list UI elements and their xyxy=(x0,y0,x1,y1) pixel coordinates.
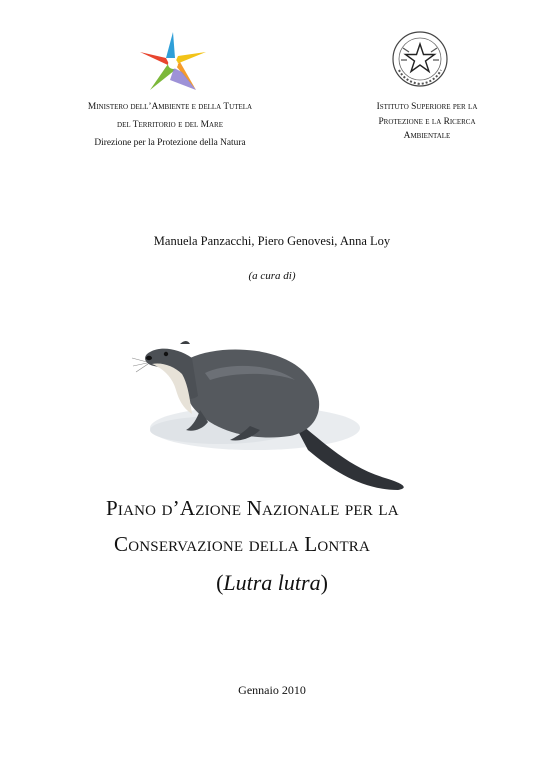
ministry-line-1: Ministero dell’Ambiente e della Tutela xyxy=(87,102,253,112)
species-close-paren: ) xyxy=(320,570,328,595)
ministry-logo-icon xyxy=(136,28,210,94)
species-open-paren: ( xyxy=(216,570,224,595)
ispra-line-2: Protezione e la Ricerca xyxy=(378,116,476,127)
species-latin-name: Lutra lutra xyxy=(223,570,321,595)
publication-date: Gennaio 2010 xyxy=(238,683,306,697)
ministry-name xyxy=(40,98,300,152)
ispra-line-3: Ambientale xyxy=(403,131,451,141)
authors: Manuela Panzacchi, Piero Genovesi, Anna Loy xyxy=(153,234,391,248)
ministry-line-3: Direzione per la Protezione della Natura xyxy=(94,138,246,148)
otter-illustration xyxy=(130,318,420,498)
ministry-line-2: del Territorio e del Mare xyxy=(117,120,223,130)
editorial-note: (a cura di) xyxy=(248,270,296,282)
species-name xyxy=(0,570,544,596)
republic-emblem-icon xyxy=(391,30,449,88)
title-line-2: Conservazione della Lontra xyxy=(114,532,371,556)
ispra-name xyxy=(352,100,502,144)
ispra-line-1: Istituto Superiore per la xyxy=(376,102,478,112)
title-line-1: Piano d’Azione Nazionale per la xyxy=(106,496,399,520)
